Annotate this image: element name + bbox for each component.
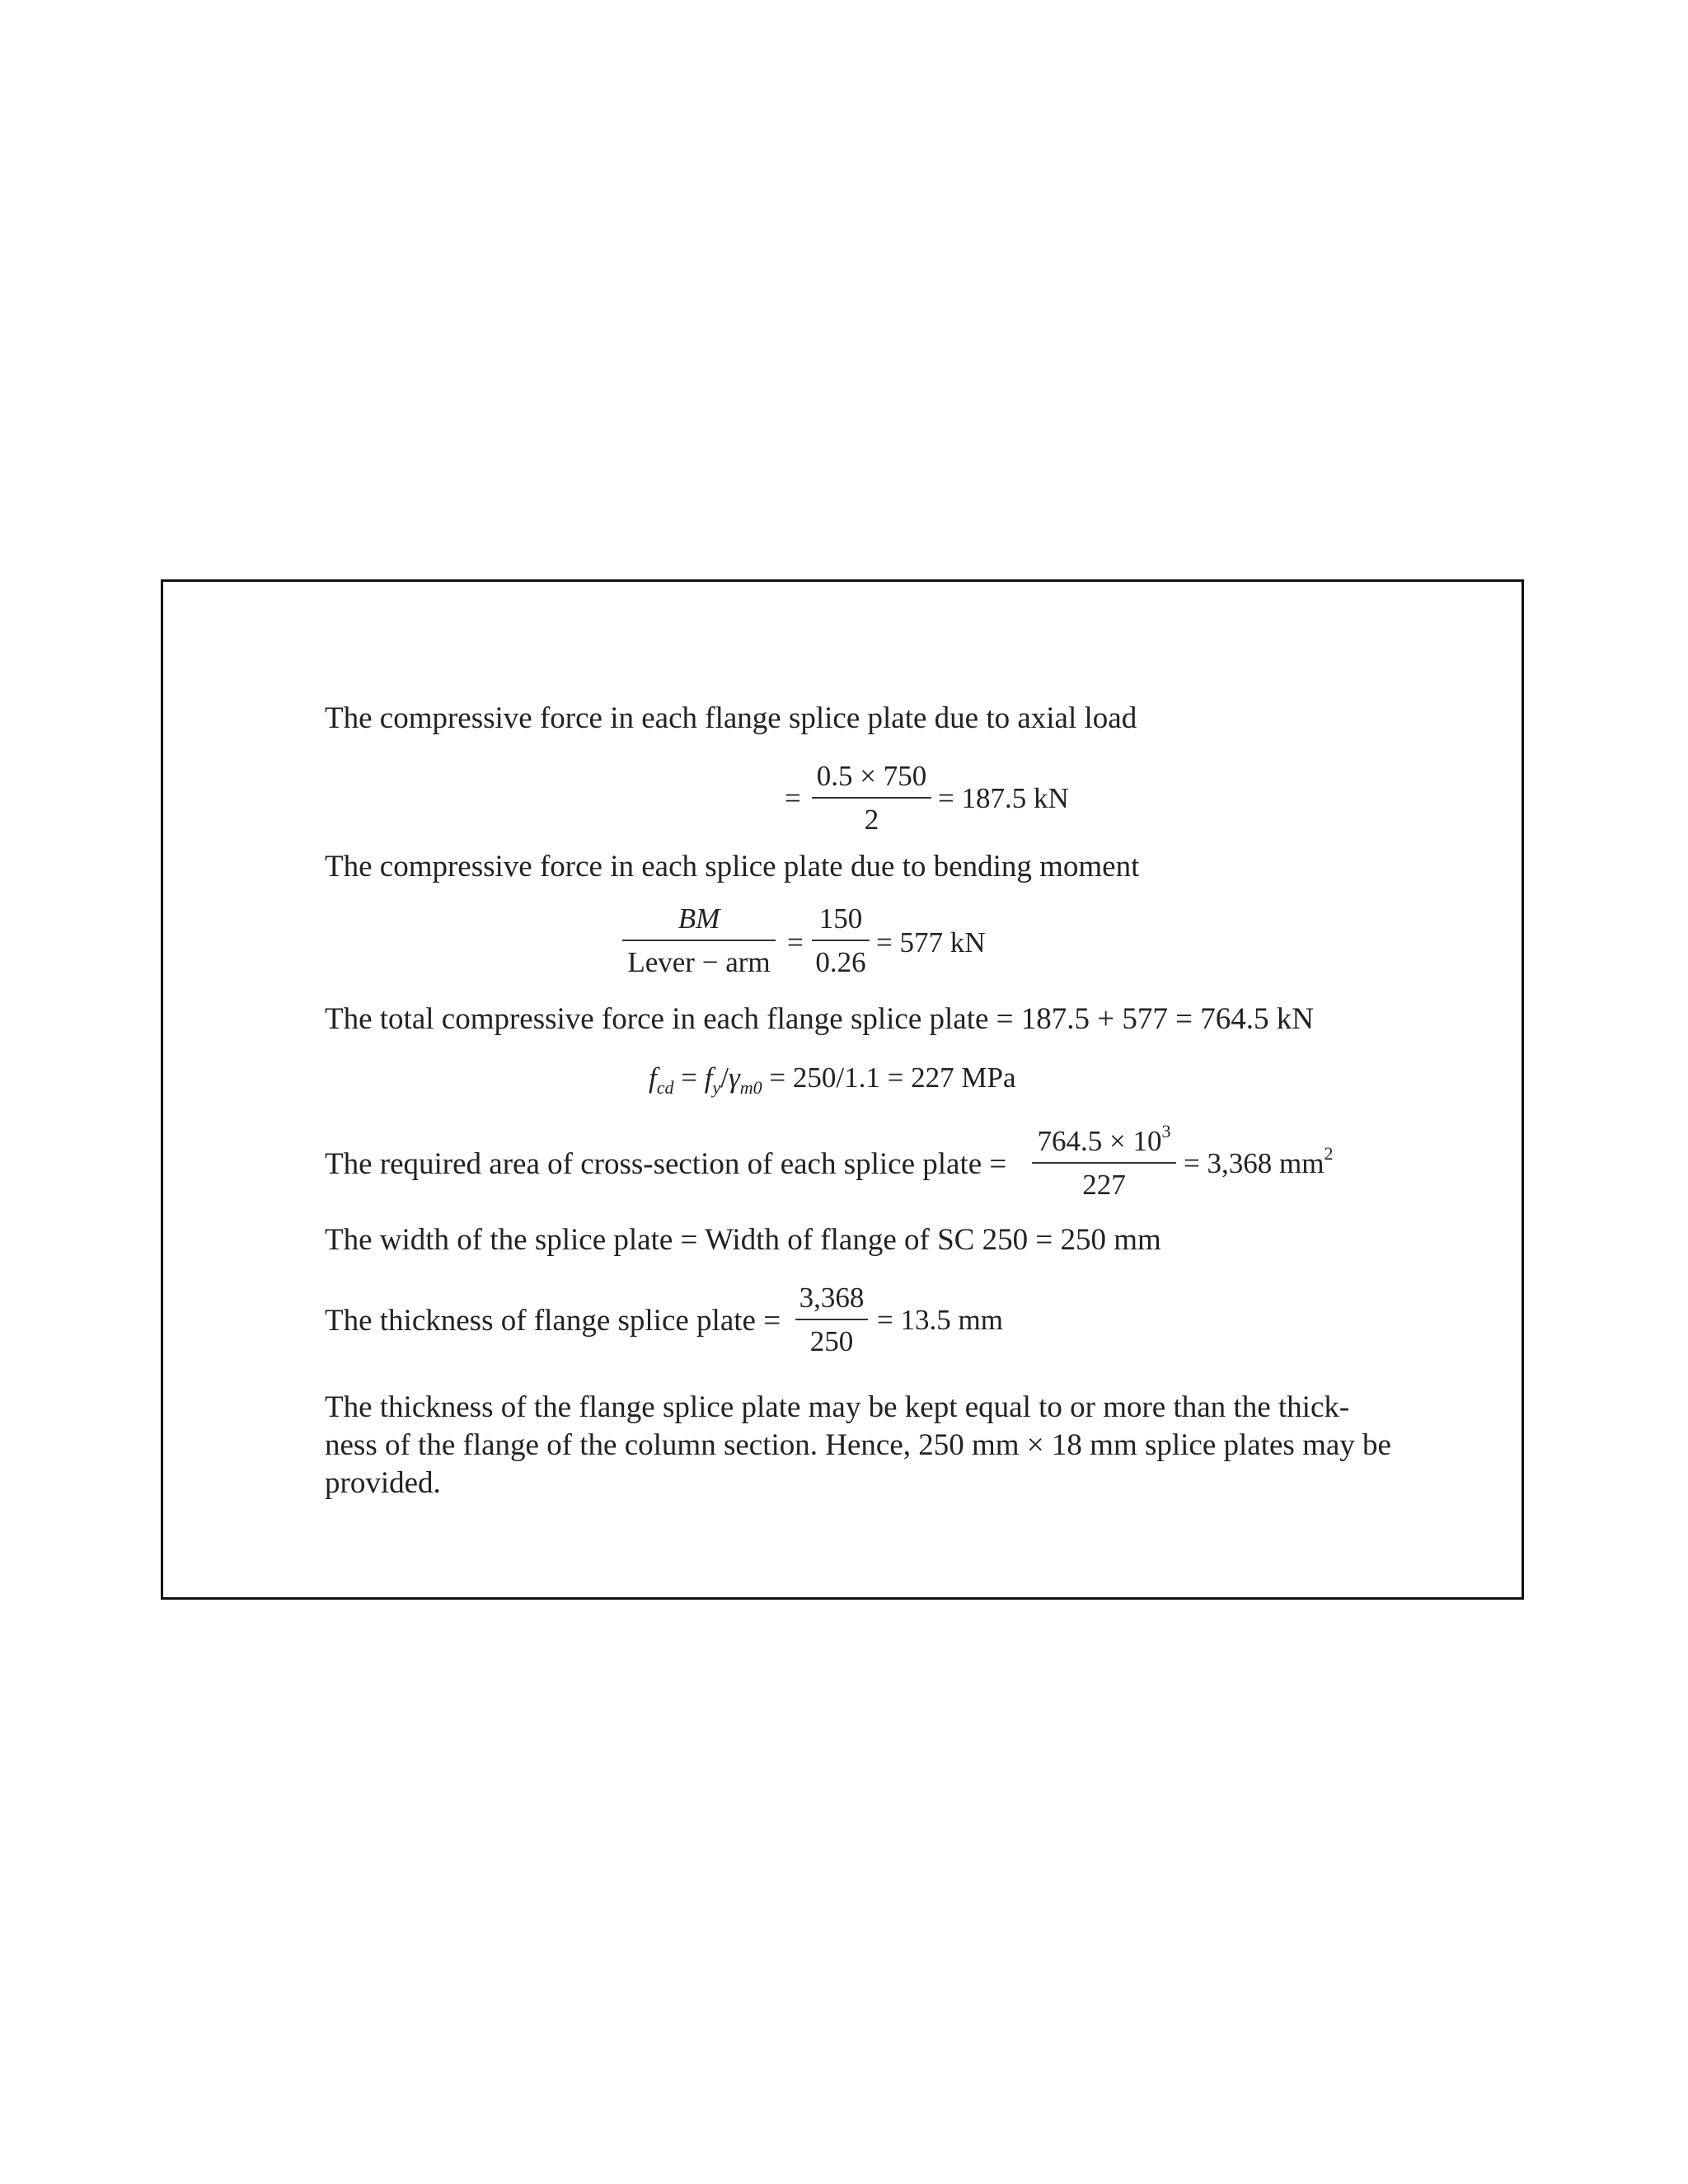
bm-value-fraction (812, 904, 870, 977)
fy-subscript: y (712, 1077, 721, 1098)
gamma-subscript: m0 (739, 1077, 762, 1098)
fy-symbol: f (704, 1062, 713, 1094)
area-result-exponent: 2 (1324, 1143, 1334, 1164)
fraction-bar (622, 940, 776, 941)
axial-fraction (812, 762, 931, 834)
area-numerator-exponent: 3 (1161, 1121, 1171, 1141)
axial-eq-prefix: = (785, 782, 801, 814)
area-fraction (1032, 1121, 1176, 1201)
gamma-symbol: γ (728, 1062, 740, 1094)
bm-value-numerator: 150 (818, 902, 863, 935)
bm-equals: = (787, 926, 804, 958)
bm-denominator: Lever − arm (627, 946, 771, 978)
fcd-subscript: cd (656, 1077, 674, 1098)
bm-numerator: BM (678, 902, 720, 935)
fcd-slash: / (720, 1062, 729, 1094)
total-force-line: The total compressive force in each flange splice plate = 187.5 + 577 = 764.5 kN (325, 1002, 1314, 1036)
area-result (1184, 1143, 1334, 1179)
thickness-fraction (795, 1283, 868, 1356)
area-numerator-base: 764.5 × 10 (1037, 1125, 1162, 1157)
bm-fraction (622, 904, 776, 977)
fcd-equals: = (673, 1062, 705, 1094)
conclusion-line-2: ness of the flange of the column section. Hence, 250 mm × 18 mm splice plates may be (325, 1428, 1391, 1462)
conclusion-paragraph (325, 1389, 1391, 1502)
bm-result: = 577 kN (876, 926, 986, 958)
fraction-bar (812, 940, 870, 941)
conclusion-line-3: provided. (325, 1466, 441, 1500)
thickness-prefix: The thickness of flange splice plate = (325, 1304, 781, 1338)
thickness-denominator: 250 (809, 1325, 854, 1357)
thickness-numerator: 3,368 (799, 1282, 865, 1314)
axial-numerator: 0.5 × 750 (816, 760, 927, 792)
area-prefix: The required area of cross-section of each splice plate = (325, 1147, 1007, 1181)
fcd-equation (649, 1062, 1016, 1098)
thickness-result: = 13.5 mm (877, 1304, 1003, 1336)
area-numerator (1032, 1121, 1176, 1157)
fcd-symbol: f (649, 1062, 657, 1094)
area-result-base: = 3,368 mm (1184, 1147, 1325, 1179)
width-line: The width of the splice plate = Width of flange of SC 250 = 250 mm (325, 1223, 1161, 1257)
conclusion-line-1: The thickness of the flange splice plate may be kept equal to or more than the thick- (325, 1390, 1350, 1424)
bm-value-denominator: 0.26 (815, 946, 866, 978)
fcd-result: = 250/1.1 = 227 MPa (762, 1062, 1016, 1094)
axial-result: = 187.5 kN (938, 782, 1069, 814)
fraction-bar (1032, 1162, 1176, 1164)
axial-denominator: 2 (864, 804, 879, 836)
area-denominator: 227 (1082, 1169, 1126, 1201)
fraction-bar (812, 797, 931, 799)
bending-heading: The compressive force in each splice plate due to bending moment (325, 850, 1140, 883)
fraction-bar (795, 1319, 868, 1320)
axial-heading: The compressive force in each flange splice plate due to axial load (325, 701, 1137, 735)
